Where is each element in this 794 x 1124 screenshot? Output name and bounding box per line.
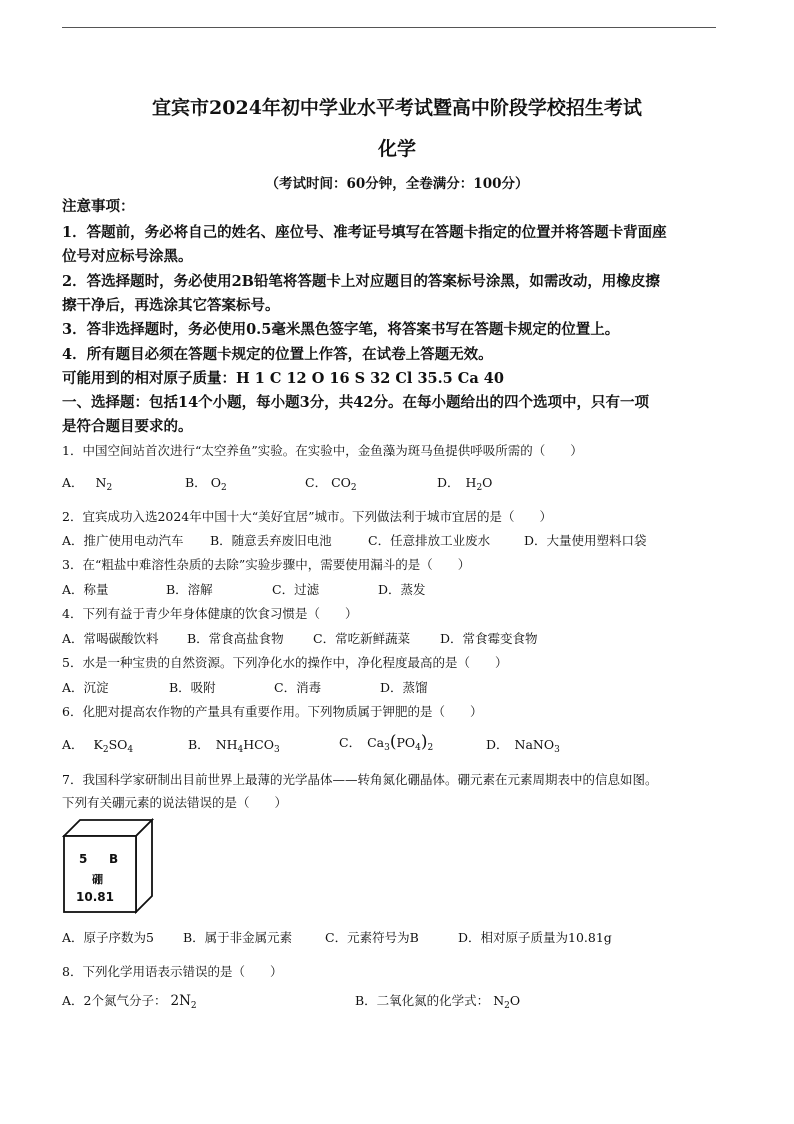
header-rule <box>62 27 716 28</box>
notice-heading: 注意事项： <box>62 198 135 215</box>
atomic-number: 5 <box>79 852 88 866</box>
question-4-stem: 4．下列有益于青少年身体健康的饮食习惯是（ ） <box>62 606 358 621</box>
question-6-option-d: D． NaNO$_3$ <box>486 737 560 755</box>
question-3-stem: 3．在“粗盐中难溶性杂质的去除”实验步骤中，需要使用漏斗的是（ ） <box>62 557 471 572</box>
question-3-option-a: A．称量 <box>62 582 109 597</box>
question-7-option-d: D．相对原子质量为10.81g <box>458 930 612 945</box>
atomic-mass: 10.81 <box>76 890 114 904</box>
element-name: 硼 <box>92 873 103 886</box>
question-7-stem: 7．我国科学家研制出目前世界上最薄的光学晶体——转角氮化硼晶体。硼元素在元素周期表中的信息如图。 <box>62 772 658 787</box>
question-1-stem: 1．中国空间站首次进行“太空养鱼”实验。在实验中，金鱼藻为斑马鱼提供呼吸所需的（ ） <box>62 443 583 458</box>
question-3-option-b: B．溶解 <box>166 582 213 597</box>
question-5-option-d: D．蒸馏 <box>380 680 428 695</box>
question-2-stem: 2．宜宾成功入选2024年中国十大“美好宜居”城市。下列做法利于城市宜居的是（ ） <box>62 509 553 524</box>
question-6-stem: 6．化肥对提高农作物的产量具有重要作用。下列物质属于钾肥的是（ ） <box>62 704 483 719</box>
question-4-option-a: A．常喝碳酸饮料 <box>62 631 159 646</box>
notice-item: 4．所有题目必须在答题卡规定的位置上作答，在试卷上答题无效。 <box>62 346 493 363</box>
question-5-option-a: A．沉淀 <box>62 680 109 695</box>
question-4-option-d: D．常食霉变食物 <box>440 631 538 646</box>
notice-item: 3．答非选择题时，务必使用0.5毫米黑色签字笔，将答案书写在答题卡规定的位置上。 <box>62 321 620 338</box>
notice-item: 擦干净后，再选涂其它答案标号。 <box>62 297 280 314</box>
question-6-option-b: B． $NH_4HCO_3$ <box>188 737 280 755</box>
exam-meta: （考试时间：60分钟，全卷满分：100分） <box>265 176 529 192</box>
boron-element-tile <box>62 818 154 914</box>
notice-item: 1．答题前，务必将自己的姓名、座位号、准考证号填写在答题卡指定的位置并将答题卡背面座 <box>62 224 667 241</box>
question-6-option-a: A． $K_2SO_4$ <box>62 737 134 755</box>
exam-subject: 化学 <box>377 138 416 160</box>
question-2-option-b: B．随意丢弃废旧电池 <box>210 533 332 548</box>
question-3-option-c: C．过滤 <box>272 582 320 597</box>
question-1-option-c: C． $CO_2$ <box>305 475 357 493</box>
atomic-mass-line: 可能用到的相对原子质量：H 1 C 12 O 16 S 32 Cl 35.5 Ca 40 <box>62 370 504 387</box>
question-8-stem: 8．下列化学用语表示错误的是（ ） <box>62 964 283 979</box>
question-2-option-a: A．推广使用电动汽车 <box>62 533 184 548</box>
element-symbol: B <box>109 852 119 866</box>
question-7-option-c: C．元素符号为B <box>325 930 419 945</box>
question-2-option-c: C．任意排放工业废水 <box>368 533 491 548</box>
question-4-option-b: B．常食高盐食物 <box>187 631 284 646</box>
notice-item: 2．答选择题时，务必使用2B铅笔将答题卡上对应题目的答案标号涂黑，如需改动，用橡皮擦 <box>62 273 660 290</box>
question-5-option-c: C．消毒 <box>274 680 322 695</box>
question-2-option-d: D．大量使用塑料口袋 <box>524 533 647 548</box>
question-7-option-a: A．原子序数为5 <box>62 930 154 945</box>
question-3-option-d: D．蒸发 <box>378 582 426 597</box>
question-8-option-b: B．二氧化氮的化学式： $N_2O$ <box>355 993 521 1011</box>
question-1-option-b: B． $O_2$ <box>185 475 227 493</box>
question-5-stem: 5．水是一种宝贵的自然资源。下列净化水的操作中，净化程度最高的是（ ） <box>62 655 508 670</box>
question-8-option-a: A．2个氮气分子： $2N_2$ <box>62 993 197 1011</box>
question-6-option-c: C． $Ca_3(PO_4)_2$ <box>339 732 434 753</box>
section-heading: 一、选择题：包括14个小题，每小题3分，共42分。在每小题给出的四个选项中，只有一项 <box>62 394 649 411</box>
question-7-stem: 下列有关硼元素的说法错误的是（ ） <box>62 795 288 810</box>
exam-title: 宜宾市2024年初中学业水平考试暨高中阶段学校招生考试 <box>152 97 642 119</box>
notice-item: 位号对应标号涂黑。 <box>62 248 193 265</box>
question-5-option-b: B．吸附 <box>169 680 216 695</box>
question-4-option-c: C．常吃新鲜蔬菜 <box>313 631 411 646</box>
section-heading: 是符合题目要求的。 <box>62 418 193 435</box>
question-1-option-d: D． $H_2O$ <box>437 475 493 493</box>
question-1-option-a: A． $N_2$ <box>62 475 113 493</box>
question-7-option-b: B．属于非金属元素 <box>183 930 293 945</box>
